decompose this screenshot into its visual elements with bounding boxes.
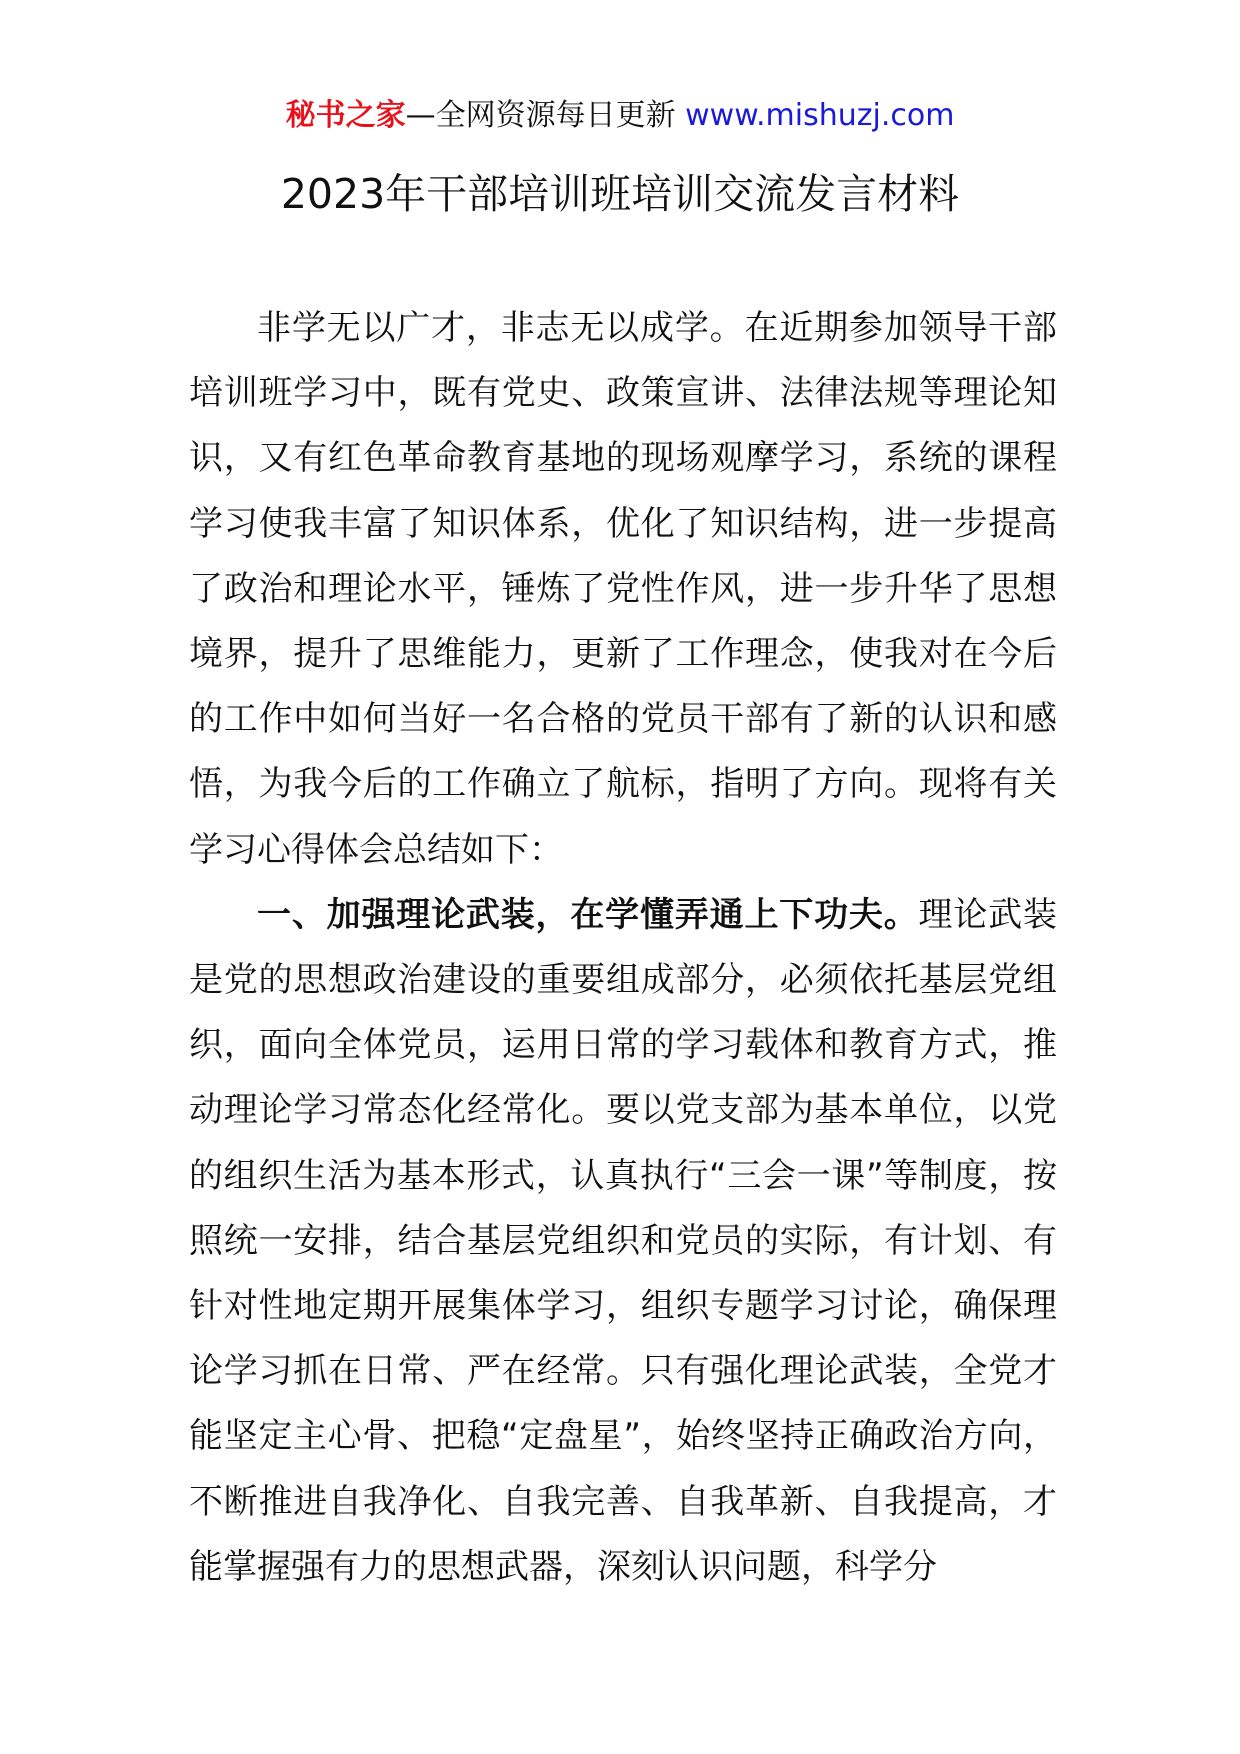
section-one-paragraph — [189, 883, 1057, 1600]
intro-paragraph-text: 非学无以广才，非志无以成学。在近期参加领导干部培训班学习中，既有党史、政策宣讲、法律法规等理论知识，又有红色革命教育基地的现场观摩学习，系统的课程学习使我丰富了知识体系，优化了知识结构，进一步提高了政治和理论水平，锤炼了党性作风，进一步升华了思想境界，提升了思维能力，更新了工作理念，使我对在今后的工作中如何当好一名合格的党员干部有了新的认识和感悟，为我今后的工作确立了航标，指明了方向。现将有关学习心得体会总结如下： — [189, 308, 1057, 870]
section-one-heading: 一、加强理论武装，在学懂弄通上下功夫。 — [257, 894, 919, 935]
brand-name: 秘书之家 — [285, 98, 406, 133]
document-body — [189, 296, 1057, 1600]
document-title: 2023年干部培训班培训交流发言材料 — [280, 170, 960, 218]
site-url-link[interactable]: www.mishuzj.com — [685, 98, 955, 133]
header-tagline: —全网资源每日更新 — [405, 98, 686, 133]
site-header — [0, 96, 1240, 136]
section-one-text: 理论武装是党的思想政治建设的重要组成部分，必须依托基层党组织，面向全体党员，运用日常的学习载体和教育方式，推动理论学习常态化经常化。要以党支部为基本单位，以党的组织生活为基本形式，认真执行“三会一课”等制度，按照统一安排，结合基层党组织和党员的实际，有计划、有针对性地定期开展集体学习，组织专题学习讨论，确保理论学习抓在日常、严在经常。只有强化理论武装，全党才能坚定主心骨、把稳“定盘星”，始终坚持正确政治方向，不断推进自我净化、自我完善、自我革新、自我提高，才能掌握强有力的思想武器，深刻认识问题，科学分 — [189, 894, 1058, 1587]
intro-paragraph — [189, 296, 1057, 883]
